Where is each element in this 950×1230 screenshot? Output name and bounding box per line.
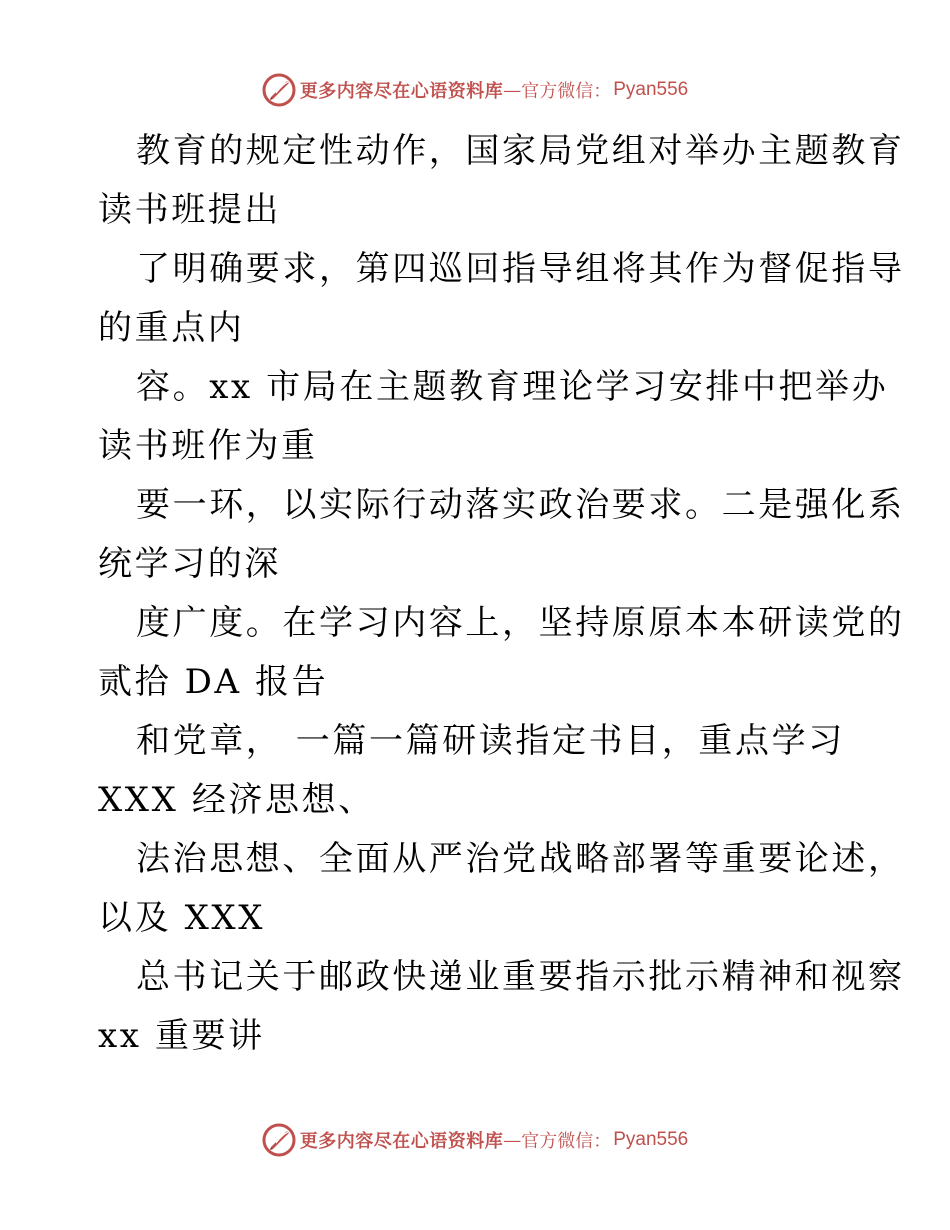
document-body [98, 122, 905, 1066]
paragraph-continuation: 的重点内 [98, 308, 245, 348]
paragraph-continuation: 贰拾 DA 报告 [98, 662, 329, 702]
paragraph-first-line: 教育的规定性动作，国家局党组对举办主题教育 [136, 131, 905, 171]
paragraph-continuation: 读书班提出 [98, 190, 281, 230]
footer-banner [0, 1120, 950, 1160]
banner-main-text: 更多内容尽在心语资料库 [299, 1131, 504, 1152]
paragraph-first-line: 法治思想、全面从严治党战略部署等重要论述， [136, 839, 905, 879]
paragraph-continuation: 读书班作为重 [98, 426, 318, 466]
paragraph-first-line: 要一环，以实际行动落实政治要求。二是强化系 [136, 485, 905, 525]
paragraph-first-line: 容。xx 市局在主题教育理论学习安排中把举办 [136, 367, 889, 407]
paragraph-continuation: xx 重要讲 [98, 1016, 265, 1056]
paragraph [98, 122, 905, 240]
paragraph [98, 830, 905, 948]
banner-separator: — [503, 79, 522, 101]
paragraph [98, 948, 905, 1066]
banner-separator: — [503, 1129, 522, 1151]
paragraph-first-line: 度广度。在学习内容上，坚持原原本本研读党的 [136, 603, 905, 643]
header-banner [0, 70, 950, 110]
paragraph-first-line: 了明确要求，第四巡回指导组将其作为督促指导 [136, 249, 905, 289]
paragraph [98, 240, 905, 358]
banner-wechat-label: 官方微信： [521, 1131, 612, 1152]
paragraph-continuation: 统学习的深 [98, 544, 281, 584]
paragraph [98, 358, 889, 476]
quill-logo-icon [262, 1123, 296, 1157]
paragraph-first-line: 总书记关于邮政快递业重要指示批示精神和视察 [136, 957, 905, 997]
paragraph-first-line: 和党章， 一篇一篇研读指定书目，重点学习 [136, 721, 845, 761]
banner-wechat-id: Pyan556 [613, 1129, 689, 1150]
paragraph [98, 476, 905, 594]
paragraph-continuation: 以及 XXX [98, 898, 266, 938]
banner-main-text: 更多内容尽在心语资料库 [299, 81, 504, 102]
quill-logo-icon [262, 73, 296, 107]
banner-wechat-label: 官方微信： [521, 81, 612, 102]
paragraph [98, 712, 858, 830]
paragraph [98, 594, 905, 712]
banner-wechat-id: Pyan556 [613, 79, 689, 100]
paragraph-continuation: XXX 经济思想、 [98, 780, 375, 820]
